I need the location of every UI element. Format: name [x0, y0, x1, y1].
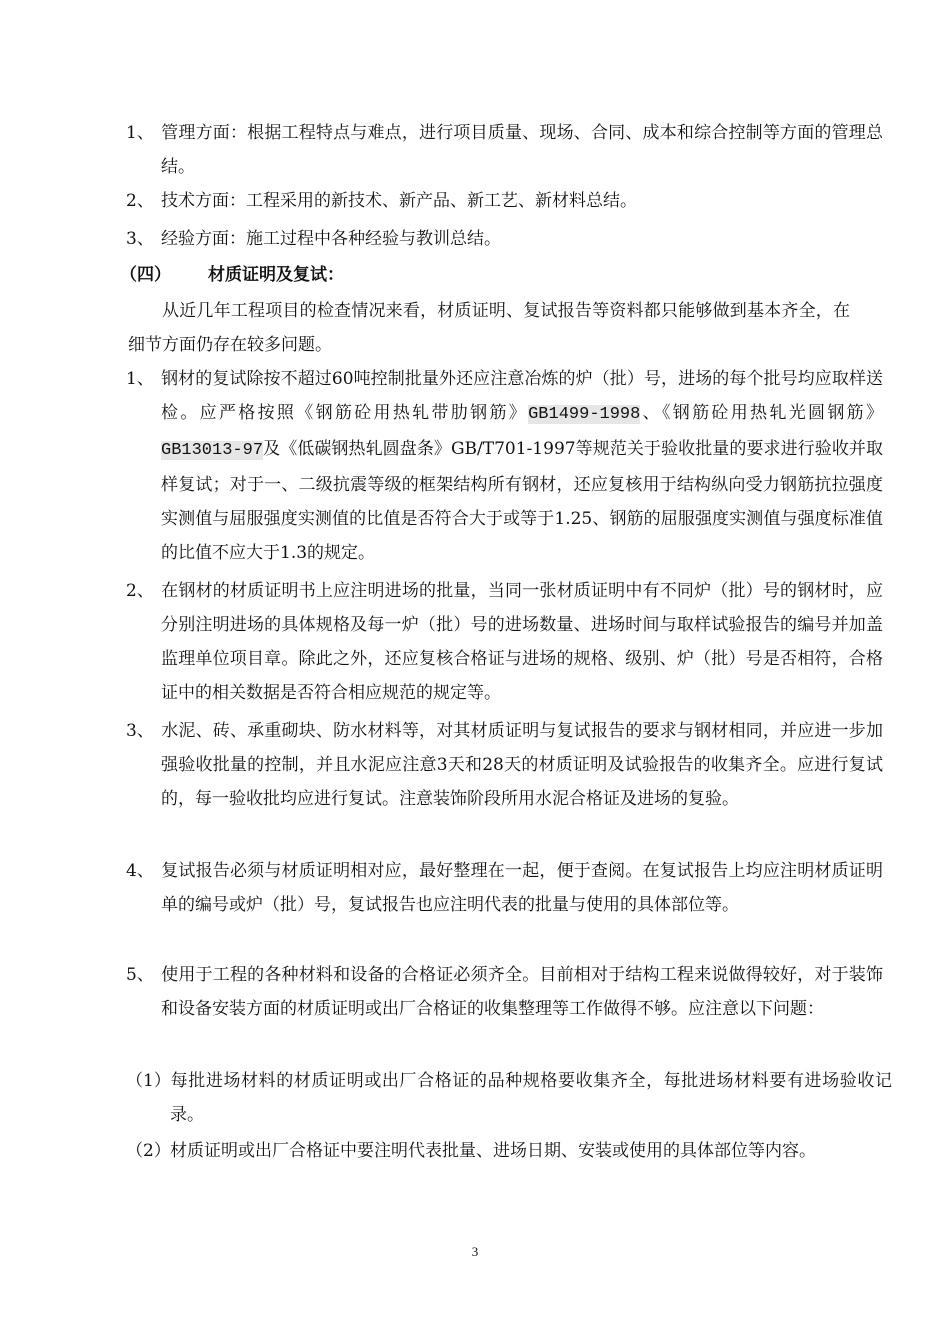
item-number: 5、	[126, 965, 154, 985]
item-text-part3: 及《低碳钢热轧圆盘条》GB/T701-1997等规范关于验收批量的要求进行验收并取样复试；对于一、二级抗震等级的框架结构所有钢材，还应复核用于结构纵向受力钢筋抗拉强度实测值与屈服强度实测值的比值是否符合大于或等于1.25、钢筋的屈服强度实测值与强度标准值的比值不应大于1.3的规定。	[161, 439, 883, 563]
item-number: 1、	[126, 123, 154, 143]
item-text-part2: 、《钢筋砼用热轧光圆钢筋》	[640, 403, 884, 423]
material-item-2	[126, 574, 883, 710]
sub-item-1	[126, 1064, 892, 1132]
sub-item-text: 材质证明或出厂合格证中要注明代表批量、进场日期、安装或使用的具体部位等内容。	[170, 1141, 816, 1161]
item-text: 管理方面：根据工程特点与难点，进行项目质量、现场、合同、成本和综合控制等方面的管理总结。	[161, 123, 883, 177]
item-number: 2、	[126, 191, 154, 211]
item-number: 4、	[126, 861, 154, 881]
item-text: 使用于工程的各种材料和设备的合格证必须齐全。目前相对于结构工程来说做得较好，对于装饰和设备安装方面的材质证明或出厂合格证的收集整理等工作做得不够。应注意以下问题：	[161, 965, 883, 1019]
material-item-1	[126, 362, 883, 570]
item-number: 3、	[126, 721, 154, 741]
item-number: 1、	[126, 369, 154, 389]
sub-item-text: 每批进场材料的材质证明或出厂合格证的品种规格要收集齐全，每批进场材料要有进场验收记录。	[170, 1071, 892, 1125]
item-number: 2、	[126, 581, 154, 601]
page-number: 3	[471, 1244, 479, 1259]
material-item-5	[126, 958, 883, 1026]
material-item-3	[126, 714, 883, 816]
item-text: 技术方面：工程采用的新技术、新产品、新工艺、新材料总结。	[161, 191, 637, 211]
summary-item-1	[126, 116, 883, 184]
sub-item-2	[126, 1134, 892, 1168]
standard-code-gb1499: GB1499-1998	[528, 405, 641, 424]
item-text-part1: 钢材的复试除按不超过60吨控制批量外还应注意冶炼的炉（批）号，进场的每个批号均应取样送检。应严格按照《钢筋砼用热轧带肋钢筋》	[161, 369, 883, 423]
material-item-4	[126, 854, 883, 922]
item-text: 复试报告必须与材质证明相对应，最好整理在一起，便于查阅。在复试报告上均应注明材质证明单的编号或炉（批）号，复试报告也应注明代表的批量与使用的具体部位等。	[161, 861, 883, 915]
item-text: 在钢材的材质证明书上应注明进场的批量，当同一张材质证明中有不同炉（批）号的钢材时，应分别注明进场的具体规格及每一炉（批）号的进场数量、进场时间与取样试验报告的编号并加盖监理单位项目章。除此之外，还应复核合格证与进场的规格、级别、炉（批）号是否相符，合格证中的相关数据是否符合相应规范的规定等。	[161, 581, 883, 703]
item-number: 3、	[126, 229, 154, 249]
section-title: 材质证明及复试：	[208, 265, 344, 285]
intro-paragraph: 从近几年工程项目的检查情况来看，材质证明、复试报告等资料都只能够做到基本齐全，在细节方面仍存在较多问题。	[128, 301, 850, 355]
summary-item-2	[126, 184, 883, 218]
item-text: 水泥、砖、承重砌块、防水材料等，对其材质证明与复试报告的要求与钢材相同，并应进一步加强验收批量的控制，并且水泥应注意3天和28天的材质证明及试验报告的收集齐全。应进行复试的，每一验收批均应进行复试。注意装饰阶段所用水泥合格证及进场的复验。	[161, 721, 883, 809]
sub-item-number: （2）	[126, 1141, 171, 1161]
summary-item-3	[126, 222, 883, 256]
section-heading	[120, 258, 842, 292]
sub-item-number: （1）	[126, 1071, 171, 1091]
item-text: 经验方面：施工过程中各种经验与教训总结。	[161, 229, 501, 249]
section-number: （四）	[120, 265, 171, 285]
standard-code-gb13013: GB13013-97	[161, 441, 264, 460]
